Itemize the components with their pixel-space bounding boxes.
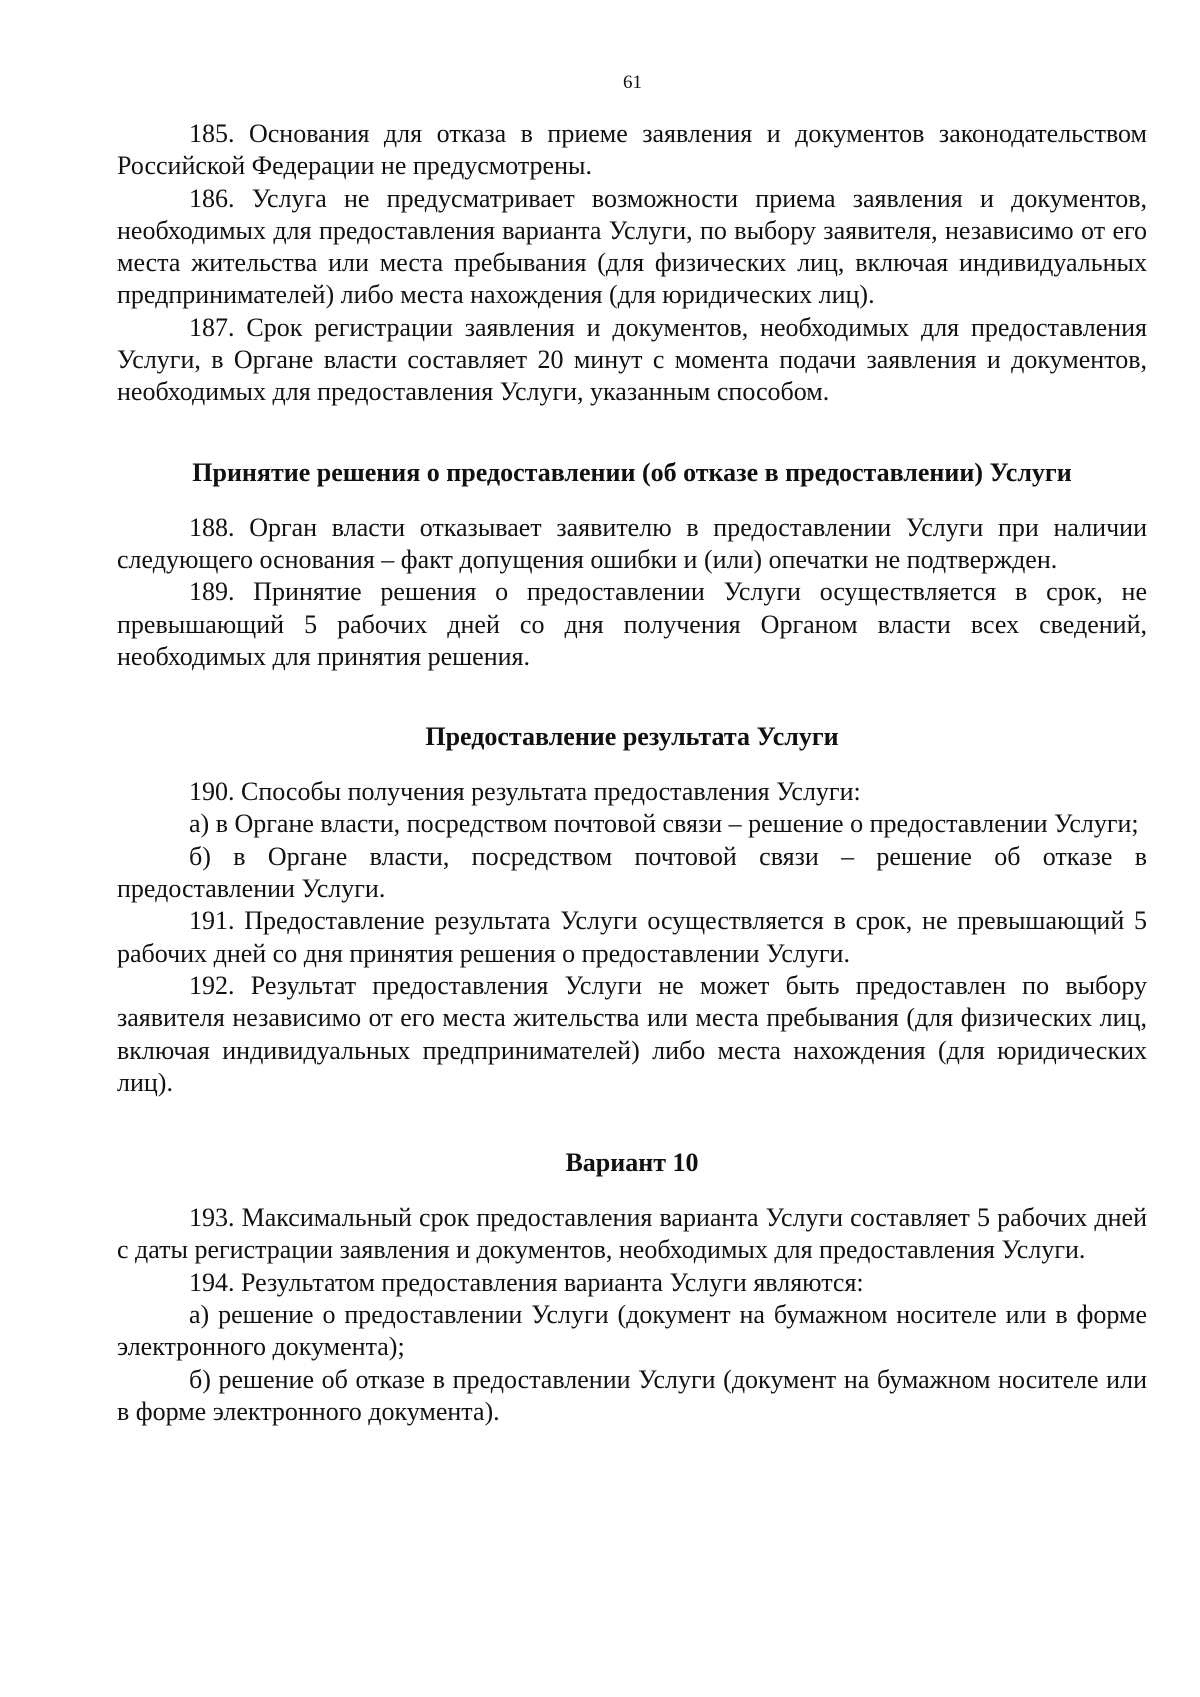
paragraph-186: 186. Услуга не предусматривает возможности приема заявления и документов, необходимых для предоставления варианта Услуги, по выбору заявителя, независимо от его места жительства или места пребывания (для физических лиц, включая индивидуальных предпринимателей) либо места нахождения (для юридических лиц). bbox=[117, 183, 1147, 310]
paragraph-191: 191. Предоставление результата Услуги осуществляется в срок, не превышающий 5 рабочих дней со дня принятия решения о предоставлении Услуги. bbox=[117, 906, 1147, 968]
section-heading-decision: Принятие решения о предоставлении (об отказе в предоставлении) Услуги bbox=[192, 457, 1072, 487]
paragraph-190-a: а) в Органе власти, посредством почтовой связи – решение о предоставлении Услуги; bbox=[189, 809, 1139, 839]
section-heading-result: Предоставление результата Услуги bbox=[425, 722, 839, 752]
paragraph-188: 188. Орган власти отказывает заявителю в предоставлении Услуги при наличии следующего основания – факт допущения ошибки и (или) опечатки не подтвержден. bbox=[117, 512, 1147, 574]
page-number: 61 bbox=[623, 72, 642, 93]
paragraph-193: 193. Максимальный срок предоставления варианта Услуги составляет 5 рабочих дней с даты регистрации заявления и документов, необходимых для предоставления Услуги. bbox=[117, 1203, 1147, 1265]
spacer bbox=[117, 673, 1147, 721]
spacer bbox=[117, 1179, 1147, 1202]
spacer bbox=[117, 1099, 1147, 1147]
spacer bbox=[117, 753, 1147, 776]
spacer bbox=[117, 489, 1147, 512]
paragraph-192: 192. Результат предоставления Услуги не может быть предоставлен по выбору заявителя независимо от его места жительства или места пребывания (для физических лиц, включая индивидуальных предпринимателей) либо места нахождения (для юридических лиц). bbox=[117, 970, 1147, 1097]
paragraph-190-b: б) в Органе власти, посредством почтовой связи – решение об отказе в предоставлении Услуги. bbox=[117, 841, 1147, 904]
spacer bbox=[117, 409, 1147, 457]
document-body bbox=[117, 118, 1147, 1428]
section-heading-variant-10: Вариант 10 bbox=[565, 1148, 699, 1178]
paragraph-189: 189. Принятие решения о предоставлении Услуги осуществляется в срок, не превышающий 5 рабочих дней со дня получения Органом власти всех сведений, необходимых для принятия решения. bbox=[117, 577, 1147, 671]
paragraph-187: 187. Срок регистрации заявления и документов, необходимых для предоставления Услуги, в Органе власти составляет 20 минут с момента подачи заявления и документов, необходимых для предоставления Услуги, указанным способом. bbox=[117, 312, 1147, 407]
paragraph-190: 190. Способы получения результата предоставления Услуги: bbox=[189, 777, 861, 807]
paragraph-194-b: б) решение об отказе в предоставлении Услуги (документ на бумажном носителе или в форме электронного документа). bbox=[117, 1364, 1147, 1426]
paragraph-185: 185. Основания для отказа в приеме заявления и документов законодательством Российской Федерации не предусмотрены. bbox=[117, 119, 1147, 181]
paragraph-194-a: а) решение о предоставлении Услуги (документ на бумажном носителе или в форме электронного документа); bbox=[117, 1300, 1147, 1362]
paragraph-194: 194. Результатом предоставления варианта Услуги являются: bbox=[189, 1267, 864, 1297]
